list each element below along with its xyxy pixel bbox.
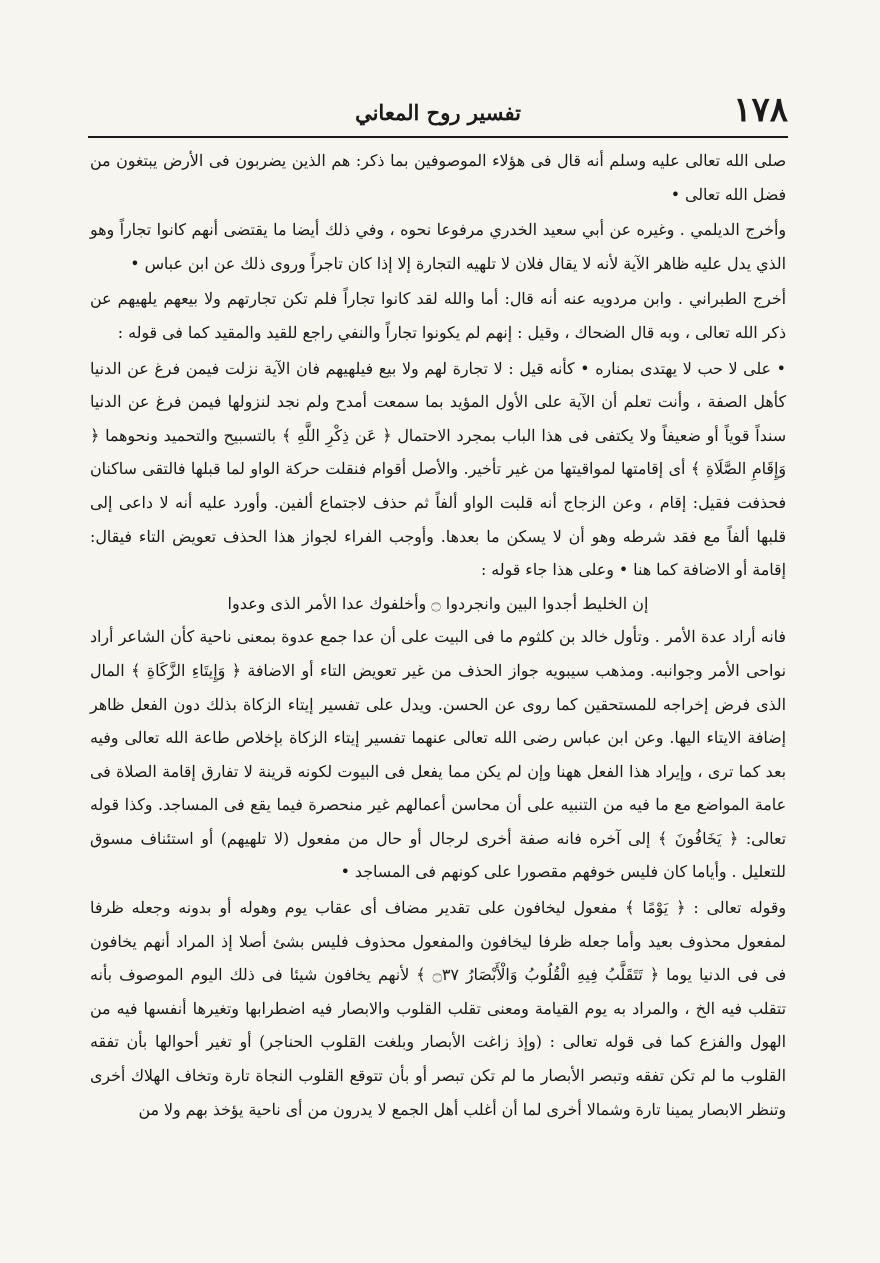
page-header <box>88 88 788 138</box>
paragraph: صلى الله تعالى عليه وسلم أنه قال فى هؤلاء الموصوفين بما ذكر: هم الذين يضربون فى الأرض يبتغون من فضل الله تعالى • <box>90 151 786 204</box>
poetry-verse: إن الخليط أجدوا البين وانجردوا ۝ وأخلفوك عدا الأمر الذى وعدوا <box>227 593 649 613</box>
paragraph: • على لا حب لا يهتدى بمناره • كأنه قيل : لا تجارة لهم ولا بيع فيلهيهم فان الآية نزلت فيمن فرغ عن الدنيا كأهل الصفة ، وأنت تعلم أن الآية على الأول المؤيد بما سمعت أمدح ولم نجد لنزولها فيمن فرغ عن الدنيا سنداً قوياً أو ضعيفاً ولا يكتفى فى هذا الباب بمجرد الاحتمال ﴿ عَن ذِكْرِ اللَّهِ ﴾ بالتسبيح والتحميد ونحوهما ﴿ وَإِقَامِ الصَّلَاةِ ﴾ أى إقامتها لمواقيتها من غير تأخير. والأصل أقوام فنقلت حركة الواو لما قبلها فالتقى ساكنان فحذفت فقيل: إقام ، وعن الزجاج أنه قلبت الواو ألفاً ثم حذف لاجتماع ألفين. وأورد عليه أنه لا داعى إلى قلبها ألفاً مع فقد شرطه وهو أن لا يسكن ما بعدها. وأوجب الفراء لجواز هذا الحذف تعويض التاء فيقال: إقامة أو الاضافة كما هنا • وعلى هذا جاء قوله : <box>90 358 786 580</box>
paragraph: وقوله تعالى : ﴿ يَوْمًا ﴾ مفعول ليخافون على تقدير مضاف أى عقاب يوم وهوله أو بدونه وجعله ظرفا لمفعول محذوف بعيد وأما جعله ظرفا ليخافون والمفعول محذوف فليس بشئ أصلا إذ المراد أنهم يخافون فى فى الدنيا يوما ﴿ تَتَقَلَّبُ فِيهِ الْقُلُوبُ وَالْأَبْصَارُ ۝٣٧ ﴾ لأنهم يخافون شيئا فى ذلك اليوم الموصوف بأنه تتقلب فيه الخ ، والمراد به يوم القيامة ومعنى تقلب القلوب والابصار فيه اضطرابها وتغيرها أنفسها فيه من الهول والفزع كما فى قوله تعالى : (وإذ زاغت الأبصار وبلغت القلوب الحناجر) أو تغير أحوالها بأن تفقه القلوب ما لم تكن تفقه وتبصر الأبصار ما لم تكن تبصر أو بأن تتوقع القلوب النجاة تارة وتخاف الهلاك أخرى وتنظر الابصار يمينا تارة وشمالا أخرى لما أن أغلب أهل الجمع لا يدرون من أى ناحية يؤخذ بهم ولا من <box>90 898 787 1119</box>
page-body <box>90 144 786 1126</box>
paragraph: فانه أراد عدة الأمر . وتأول خالد بن كلثوم ما فى البيت على أن عدا جمع عدوة بمعنى ناحية كأن الشاعر أراد نواحى الأمر وجوانبه. ومذهب سيبويه جواز الحذف من غير تعويض التاء أو الاضافة ﴿ وَإِيتَاءِ الزَّكَاةِ ﴾ المال الذى فرض إخراجه للمستحقين كما روى عن الحسن. ويدل على تفسير إيتاء الزكاة بذلك دون الفعل ظاهر إضافة الايتاء اليها. وعن ابن عباس رضى الله تعالى عنهما تفسير إيتاء الزكاة بإخلاص طاعة الله تعالى وفيه بعد كما ترى ، وإيراد هذا الفعل ههنا وإن لم يكن مما يفعل فى البيوت لكونه قرينة لا تفارق إقامة الصلاة فى عامة المواضع مع ما فيه من التنبيه على أن محاسن أعمالهم غير منحصرة فيما يقع فى المساجد. وكذا قوله تعالى: ﴿ يَخَافُونَ ﴾ إلى آخره فانه صفة أخرى لرجال أو حال من مفعول (لا تلهيهم) أو استئناف مسوق للتعليل . وأياما كان فليس خوفهم مقصورا على كونهم فى المساجد • <box>90 627 786 882</box>
paragraph: أخرج الطبراني . وابن مردويه عنه أنه قال: أما والله لقد كانوا تجاراً فلم تكن تجارتهم ولا بيعهم يلهيهم عن ذكر الله تعالى ، وبه قال الضحاك ، وقيل : إنهم لم يكونوا تجاراً والنفي راجع للقيد والمقيد كما فى قوله : <box>90 289 786 342</box>
page-number: ١٧٨ <box>733 90 788 130</box>
running-title: تفسير روح المعاني <box>355 100 521 125</box>
paragraph: وأخرج الديلمي . وغيره عن أبي سعيد الخدري مرفوعا نحوه ، وفي ذلك أيضا ما يقتضى أنهم كانوا تجاراً وهو الذي يدل عليه ظاهر الآية لأنه لا يقال فلان لا تلهيه التجارة إلا إذا كان تاجراً وروى ذلك عن ابن عباس • <box>90 220 786 273</box>
